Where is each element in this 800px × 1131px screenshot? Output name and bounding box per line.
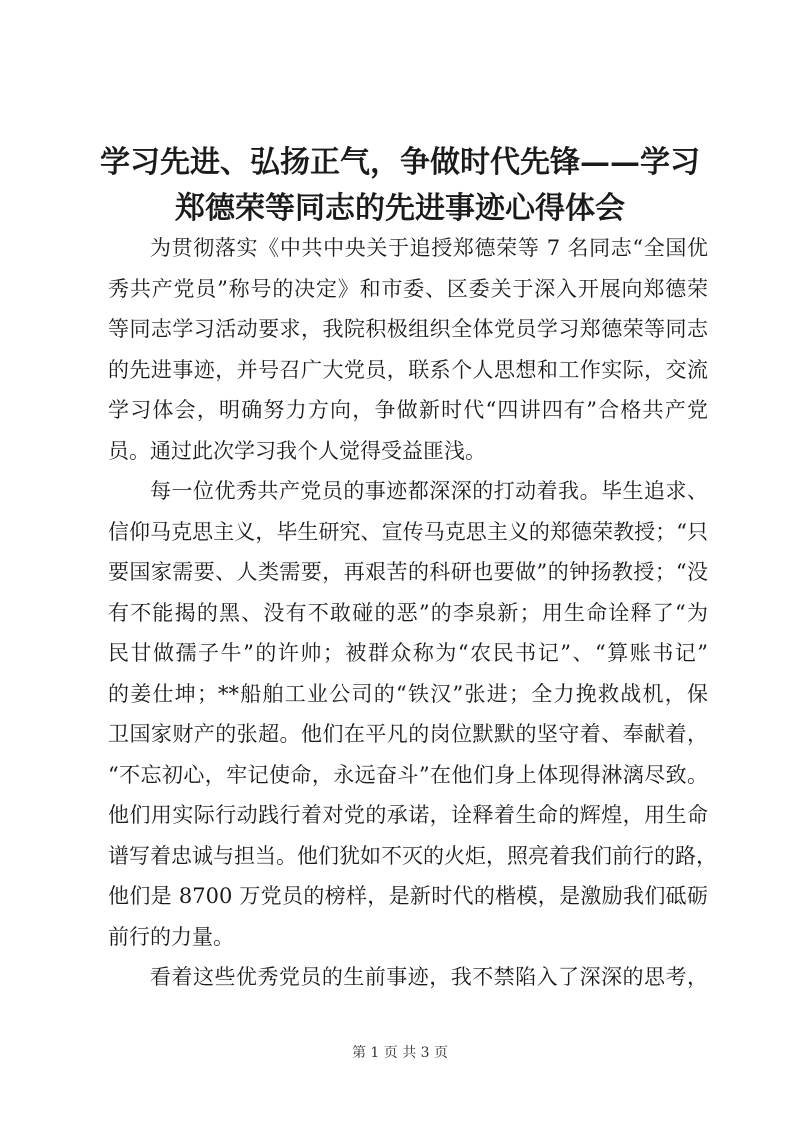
paragraph-line: 信仰马克思主义，毕生研究、宣传马克思主义的郑德荣教授；“只 [108, 519, 708, 544]
paragraph-line: 要国家需要、人类需要，再艰苦的科研也要做”的钟扬教授；“没 [108, 560, 708, 584]
title-line-1: 学习先进、弘扬正气，争做时代先锋——学习 [100, 145, 700, 180]
paragraph-line: 学习体会，明确努力方向，争做新时代“四讲四有”合格共产党 [108, 398, 708, 422]
paragraph-line: 有不能揭的黑、没有不敢碰的恶”的李泉新；用生命诠释了“为 [108, 600, 708, 625]
paragraph-line: 卫国家财产的张超。他们在平凡的岗位默默的坚守着、奉献着， [108, 722, 708, 746]
document-title [100, 140, 700, 232]
paragraph-3 [108, 957, 708, 998]
paragraph-line: 为贯彻落实《中共中央关于追授郑德荣等 7 名同志“全国优 [150, 236, 708, 260]
document-body [108, 228, 717, 998]
paragraph-line: 每一位优秀共产党员的事迹都深深的打动着我。毕生追求、 [150, 479, 708, 503]
paragraph-line: 他们用实际行动践行着对党的承诺，诠释着生命的辉煌，用生命 [108, 803, 708, 827]
paragraph-line: 他们是 8700 万党员的榜样，是新时代的楷模，是激励我们砥砺 [108, 884, 708, 908]
paragraph-line: 民甘做孺子牛”的许帅；被群众称为“农民书记”、“算账书记” [108, 641, 708, 665]
paragraph-line: 前行的力量。 [108, 924, 234, 949]
paragraph-line: 秀共产党员”称号的决定》和市委、区委关于深入开展向郑德荣 [108, 276, 708, 301]
paragraph-line: “不忘初心，牢记使命，永远奋斗”在他们身上体现得淋漓尽致。 [108, 762, 708, 787]
paragraph-line: 谱写着忠诚与担当。他们犹如不灭的火炬，照亮着我们前行的路， [108, 843, 717, 868]
title-line-2: 郑德荣等同志的先进事迹心得体会 [175, 191, 625, 226]
paragraph-line: 等同志学习活动要求，我院积极组织全体党员学习郑德荣等同志 [108, 317, 708, 341]
page-footer: 第 1 页 共 3 页 [351, 1045, 449, 1061]
paragraph-line: 的姜仕坤；**船舶工业公司的“铁汉”张进；全力挽救战机，保 [108, 681, 708, 706]
paragraph-line: 看着这些优秀党员的生前事迹，我不禁陷入了深深的思考， [150, 965, 708, 989]
paragraph-line: 的先进事迹，并号召广大党员，联系个人思想和工作实际，交流 [108, 357, 708, 382]
paragraph-2 [108, 471, 717, 957]
paragraph-1 [108, 228, 708, 471]
paragraph-line: 员。通过此次学习我个人觉得受益匪浅。 [108, 438, 486, 463]
